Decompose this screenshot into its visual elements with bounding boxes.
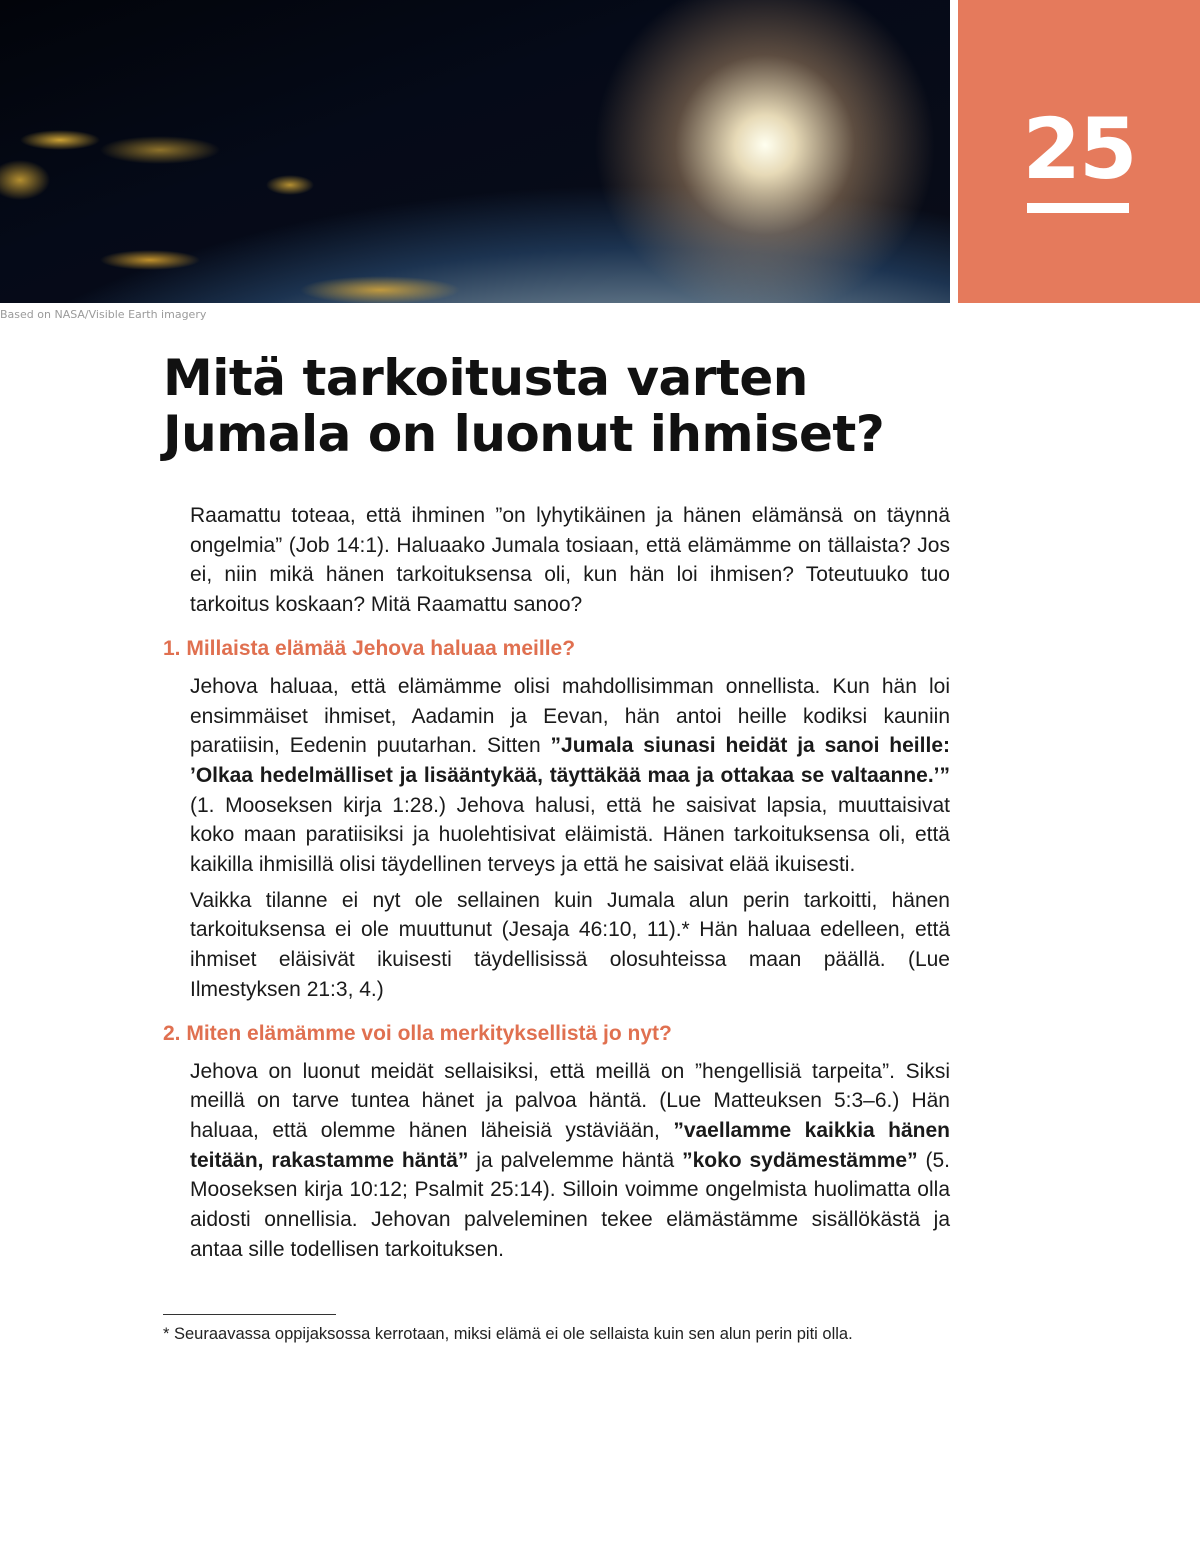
scripture-quote: ”koko sydämestämme” [682,1148,918,1172]
paragraph-text: Jehova on luonut meidät sellaisiksi, että meillä on ”hengellisiä tarpeita”. Siksi meillä on tarve tuntea hänet ja palvoa häntä. (Lue Matteuksen 5:3–6.) Hän haluaa, että olemme hänen läheisiä ystäviään, [190,1059,950,1142]
lesson-number-badge [958,0,1200,303]
page-title [163,350,884,462]
title-line-1: Mitä tarkoitusta varten [163,349,808,407]
image-credit: Based on NASA/Visible Earth imagery [0,308,207,321]
footnote-divider [163,1314,336,1315]
section-heading: 2. Miten elämämme voi olla merkityksellistä jo nyt? [163,1021,672,1045]
paragraph [190,886,950,1005]
lesson-body [163,501,950,1270]
paragraph-text: (1. Mooseksen kirja 1:28.) Jehova halusi, että he saisivat lapsia, muuttaisivat koko maan paratiisiksi ja huolehtisivat eläimistä. Hänen tarkoituksensa oli, että kaikilla ihmisillä olisi täydellinen terveys ja että he saisivat elää ikuisesti. [190,793,950,877]
paragraph-text: Jehova haluaa, että elämämme olisi mahdollisimman onnellista. Kun hän loi ensimmäiset ihmiset, Aadamin ja Eevan, hän antoi heille kodiksi kauniin paratiisin, Eedenin puutarhan. Sitten [190,674,950,758]
earth-header-image [0,0,950,303]
paragraph-text: ja palvelemme häntä [468,1148,683,1172]
paragraph-text: (5. Mooseksen kirja 10:12; Psalmit 25:14). Silloin voimme ongelmista huolimatta olla aidosti onnellisia. Jehovan palveleminen tekee elämästämme sisällökästä ja antaa sille todellisen tarkoituksen. [190,1148,950,1261]
title-line-2: Jumala on luonut ihmiset? [163,405,885,463]
paragraph-text: Vaikka tilanne ei nyt ole sellainen kuin Jumala alun perin tarkoitti, hänen tarkoituksensa ei ole muuttunut (Jesaja 46:10, 11).* Hän haluaa edelleen, että ihmiset eläisivät ikuisesti täydellisissä olosuhteissa maan päällä. (Lue Ilmestyksen 21:3, 4.) [190,888,950,1001]
lesson-number: 25 [1022,100,1136,198]
paragraph [190,672,950,880]
scripture-quote: ”vaellamme kaikkia hänen teitään, rakastamme häntä” [190,1118,950,1172]
paragraph-text: Raamattu toteaa, että ihminen ”on lyhytikäinen ja hänen elämänsä on täynnä ongelmia” (Job 14:1). Haluaako Jumala tosiaan, että elämämme on tällaista? Jos ei, niin mikä hänen tarkoituksensa oli, kun hän loi ihmisen? Toteutuuko tuo tarkoitus koskaan? Mitä Raamattu sanoo? [190,504,950,617]
scripture-quote: ”Jumala siunasi heidät ja sanoi heille: ’Olkaa hedelmälliset ja lisääntykää, täyttäkää maa ja ottakaa se valtaanne.’” [190,734,950,787]
city-lights [0,0,950,303]
footnote: * Seuraavassa oppijaksossa kerrotaan, miksi elämä ei ole sellaista kuin sen alun perin piti olla. [163,1325,853,1343]
paragraph [190,501,950,620]
badge-underline [1027,203,1129,213]
section-heading: 1. Millaista elämää Jehova haluaa meille? [163,636,576,660]
paragraph [190,1057,950,1265]
